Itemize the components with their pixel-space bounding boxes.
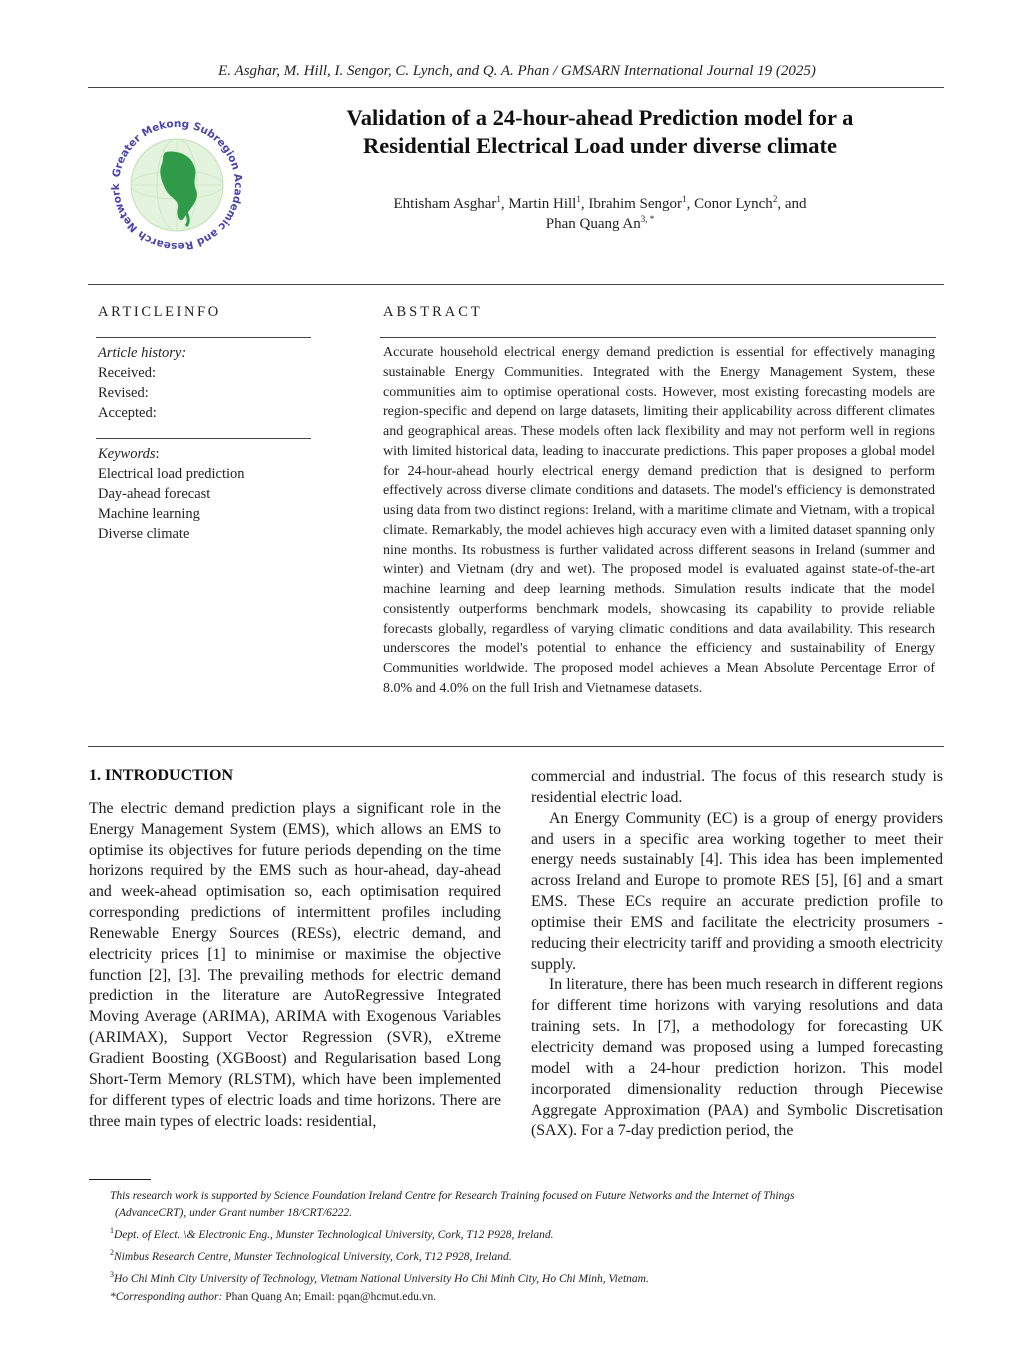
keywords-rule xyxy=(96,438,311,439)
author-name: Ehtisham Asghar xyxy=(393,196,497,212)
section-heading: 1. INTRODUCTION xyxy=(89,767,234,784)
intro-paragraph: In literature, there has been much research in different regions for different time horizons with varying resolutions and data training sets. In [7], a methodology for forecasting UK electricity demand was proposed using a lumped forecasting model with a 24-hour prediction horizon. This model incorporated dimensionality reduction through Piecewise Aggregate Approximation (PAA) and Symbolic Discretisation (SAX). For a 7-day prediction period, the xyxy=(531,976,943,1140)
article-history-label: Article history: xyxy=(98,345,187,361)
accepted-label: Accepted: xyxy=(98,405,157,421)
keyword-item: Day-ahead forecast xyxy=(98,486,211,502)
logo-ring-text: Greater Mekong Subregion Academic and Research Network xyxy=(109,117,245,253)
affiliation-note xyxy=(110,1244,950,1266)
author-affiliation-mark: 1 xyxy=(496,194,501,204)
running-head: E. Asghar, M. Hill, I. Sengor, C. Lynch, and Q. A. Phan / GMSARN International Journal 19 (2025) xyxy=(218,63,816,79)
footnotes xyxy=(110,1188,950,1306)
article-info-heading: ARTICLEINFO xyxy=(98,304,221,320)
author-name: Martin Hill xyxy=(508,196,577,212)
front-matter-rule xyxy=(88,284,944,285)
funding-note: This research work is supported by Science Foundation Ireland Centre for Research Training focused on Future Networks and the Internet of Things xyxy=(110,1190,795,1202)
intro-paragraph: An Energy Community (EC) is a group of energy providers and users in a specific area working together to meet their energy needs sustainably [4]. This idea has been implemented across Ireland and Europe to promote RES [5], [6] and a smart EMS. These ECs require an accurate prediction profile to optimise their EMS and facilitate the electricity prosumers - reducing their electricity tariff and providing a smooth electricity supply. xyxy=(531,809,943,973)
corresponding-author-note xyxy=(110,1289,950,1306)
corresponding-author-label: *Corresponding author: xyxy=(110,1290,223,1303)
keywords-label: Keywords xyxy=(98,446,156,462)
corresponding-author-text: Phan Quang An; Email: pqan@hcmut.edu.vn. xyxy=(222,1290,437,1303)
keywords-block: Keywords: Electrical load prediction Day-ahead forecast Machine learning Diverse climate xyxy=(98,444,313,544)
affiliation-mark: 1 xyxy=(110,1226,114,1236)
journal-logo xyxy=(106,114,248,256)
author-affiliation-mark: 2 xyxy=(772,194,778,204)
article-info-rule xyxy=(96,337,311,338)
title-line-2: Residential Electrical Load under diverse climate xyxy=(363,133,837,158)
author-affiliation-mark: 3, * xyxy=(640,214,655,224)
author-affiliation-mark: 1 xyxy=(576,194,581,204)
affiliation-text: Nimbus Research Centre, Munster Technological University, Cork, T12 P928, Ireland. xyxy=(114,1251,512,1264)
funding-note-cont: (AdvanceCRT), under Grant number 18/CRT/6222. xyxy=(115,1207,353,1220)
footnote-rule xyxy=(89,1179,151,1180)
keyword-item: Machine learning xyxy=(98,506,200,522)
affiliation-text: Ho Chi Minh City University of Technology, Vietnam National University Ho Chi Minh City, Ho Chi Minh, Vietnam. xyxy=(114,1273,649,1286)
revised-label: Revised: xyxy=(98,385,149,401)
abstract-bottom-rule xyxy=(88,746,944,747)
intro-paragraph: The electric demand prediction plays a significant role in the Energy Management System (EMS), which allows an EMS to optimise its objectives for future periods depending on the time horizons required by the EMS such as hour-ahead, day-ahead and week-ahead optimisation so, each optimisation required corresponding predictions of intermittent profiles including Renewable Energy Sources (RESs), electric demand, and electricity prices [1] to minimise or maximise the objective function [2], [3]. The prevailing methods for electric demand prediction in the literature are AutoRegressive Integrated Moving Average (ARIMA), ARIMA with Exogenous Variables (ARIMAX), Support Vector Regression (SVR), eXtreme Gradient Boosting (XGBoost) and Regularisation based Long Short-Term Memory (RLSTM), which have been implemented for different types of electric loads and time horizons. There are three main types of electric loads: residential, xyxy=(89,799,501,1130)
abstract-text: Accurate household electrical energy demand prediction is essential for effectively managing sustainable Energy Communities. Integrated with the Energy Management System, these communities aim to optimise operational costs. However, most existing forecasting models are region-specific and depend on large datasets, limiting their applicability across different climates and geographical areas. These models often lack flexibility and may not perform well in regions with limited historical data, leading to inaccurate predictions. This paper proposes a global model for 24-hour-ahead hourly electrical energy demand prediction that is designed to perform effectively across diverse climate conditions and datasets. The model's efficiency is demonstrated using data from two distinct regions: Ireland, with a maritime climate and Vietnam, with a tropical climate. Remarkably, the model achieves high accuracy even with a limited dataset spanning only nine months. Its robustness is further validated across different seasons in Ireland (summer and winter) and Vietnam (dry and wet). The proposed model is evaluated against state-of-the-art machine learning and deep learning methods. Simulation results indicate that the model consistently outperforms benchmark models, showcasing its capability to provide reliable forecasts globally, regardless of varying climatic conditions and data availability. This research underscores the model's potential to enhance the efficiency and sustainability of Energy Communities worldwide. The proposed model achieves a Mean Absolute Percentage Error of 8.0% and 4.0% on the full Irish and Vietnamese datasets. xyxy=(383,345,935,696)
author-name: Conor Lynch xyxy=(694,196,773,212)
keyword-item: Diverse climate xyxy=(98,526,190,542)
author-list: Ehtisham Asghar$^1$, Martin Hill$^1$, Ibrahim Sengor$^1$, Conor Lynch$^2$, and Phan Quang $An^{3, *}$ xyxy=(393,194,807,232)
affiliation-text: Dept. of Elect. \& Electronic Eng., Munster Technological University, Cork, T12 P928, Ireland. xyxy=(114,1229,554,1242)
abstract-heading: ABSTRACT xyxy=(383,304,483,320)
intro-left-column xyxy=(89,766,501,1132)
title-line-1: Validation of a 24-hour-ahead Prediction model for a xyxy=(346,105,854,130)
author-name: Phan Quang An xyxy=(545,216,641,232)
affiliation-mark: 2 xyxy=(110,1248,114,1258)
article-history xyxy=(98,343,313,423)
intro-paragraph: commercial and industrial. The focus of this research study is residential electric load. xyxy=(531,768,943,806)
abstract-rule xyxy=(380,337,936,338)
author-name: Ibrahim Sengor xyxy=(588,196,683,212)
header-rule xyxy=(88,87,944,88)
affiliation-note xyxy=(110,1222,950,1244)
author-conjunction: , and xyxy=(777,196,807,212)
keyword-item: Electrical load prediction xyxy=(98,466,245,482)
affiliation-mark: 3 xyxy=(110,1270,114,1280)
received-label: Received: xyxy=(98,365,156,381)
author-affiliation-mark: 1 xyxy=(682,194,687,204)
paper-title xyxy=(320,104,880,160)
affiliation-note xyxy=(110,1266,950,1288)
intro-right-column xyxy=(531,767,943,1142)
